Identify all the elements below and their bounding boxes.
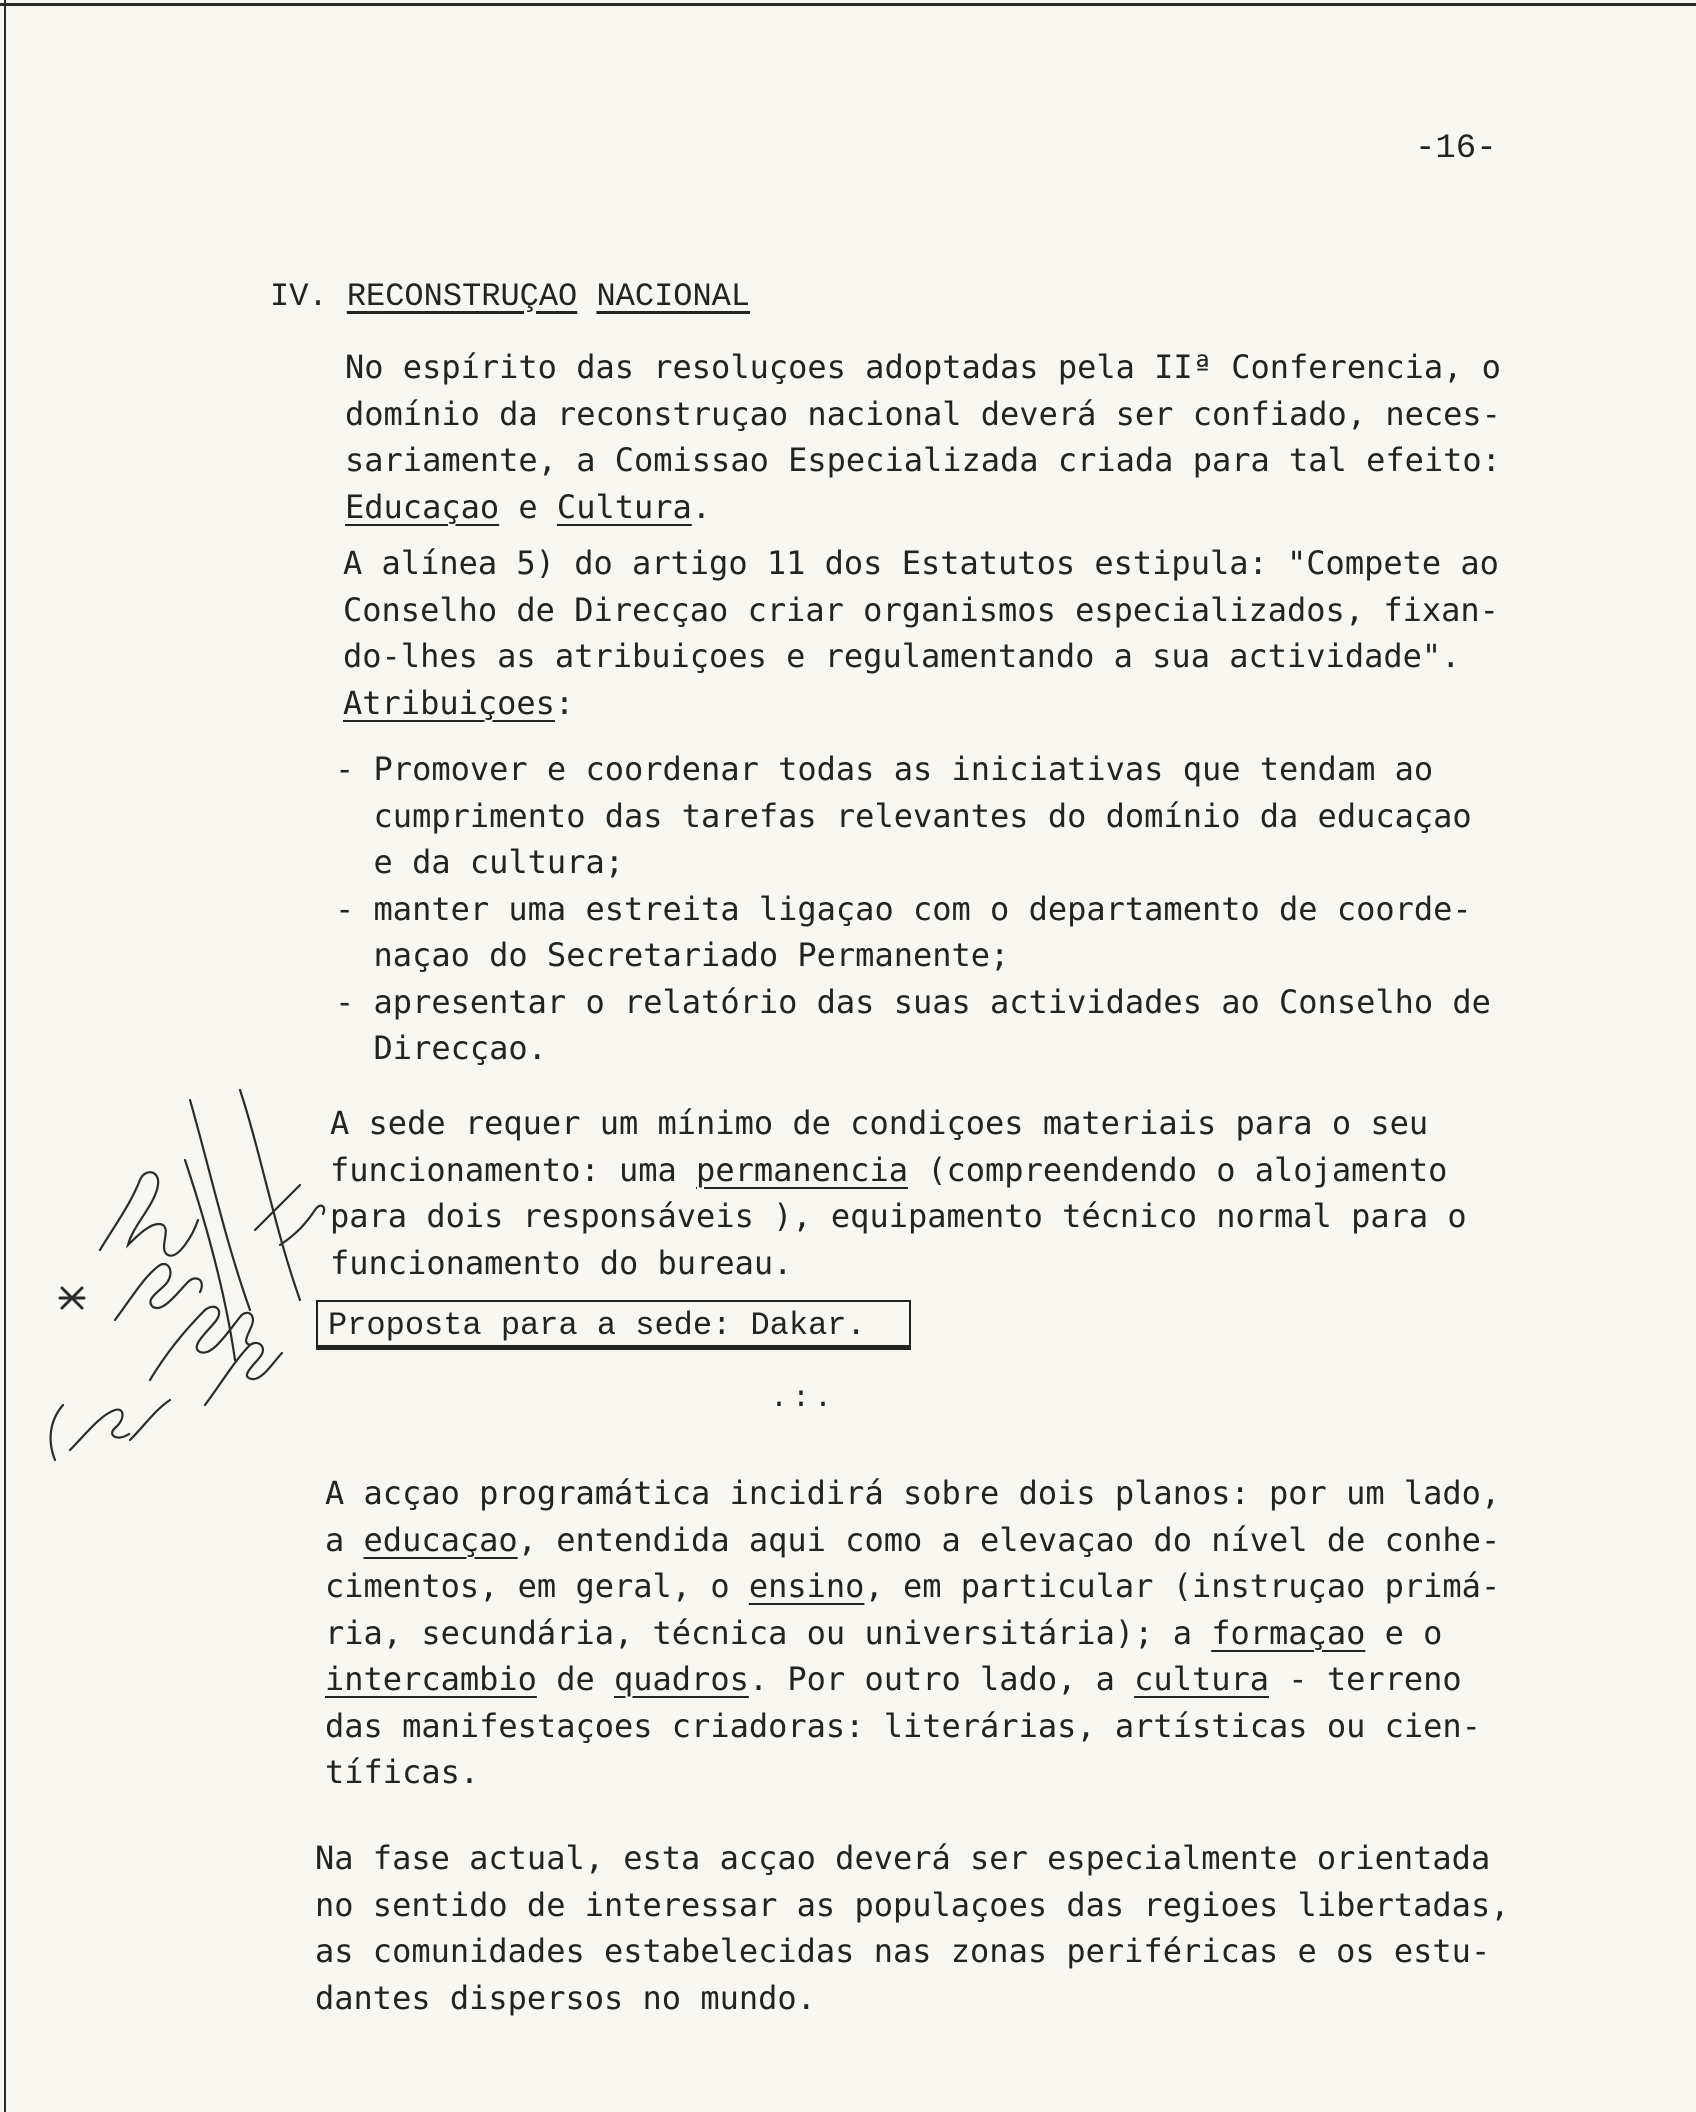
- bullet-3-line-2: Direcçao.: [335, 1029, 547, 1067]
- p2-line-3: do-lhes as atribuiçoes e regulamentando a sua actividade".: [343, 637, 1461, 675]
- section-numeral: IV.: [270, 278, 328, 315]
- p4-line-5-joiner: de: [536, 1660, 614, 1698]
- p4-line-7: tíficas.: [325, 1753, 480, 1791]
- p4-term-intercambio: intercambio: [325, 1660, 537, 1698]
- p4-term-ensino: ensino: [748, 1567, 865, 1605]
- p4-line-3-end: , em particular (instruçao primá-: [864, 1567, 1501, 1605]
- section-title-word-1: RECONSTRUÇAO: [346, 278, 578, 315]
- p3-line-3: para dois responsáveis ), equipamento técnico normal para o: [330, 1197, 1467, 1235]
- bullet-2-line-1: - manter uma estreita ligaçao com o departamento de coorde-: [335, 889, 1472, 928]
- p2-line-2: Conselho de Direcçao criar organismos especializados, fixan-: [343, 590, 1499, 629]
- bullet-1-line-2: cumprimento das tarefas relevantes do domínio da educaçao: [335, 796, 1472, 835]
- p3-term-permanencia: permanencia: [696, 1150, 908, 1189]
- paragraph-4: [325, 1470, 1500, 1796]
- p1-line-4-joiner: e: [499, 487, 557, 526]
- paragraph-1: [345, 344, 1501, 530]
- separator-dots: .:.: [770, 1382, 837, 1416]
- p2-line-1: A alínea 5) do artigo 11 dos Estatutos estipula: "Compete ao: [343, 544, 1499, 582]
- paragraph-5: [315, 1835, 1509, 2021]
- p4-line-4-start: ria, secundária, técnica ou universitária); a: [325, 1613, 1212, 1652]
- p4-term-quadros: quadros: [613, 1660, 749, 1698]
- p4-line-3-start: cimentos, em geral, o: [325, 1567, 749, 1605]
- handwritten-margin-note: [20, 1080, 350, 1480]
- p4-line-5-mid: . Por outro lado, a: [748, 1660, 1135, 1698]
- p1-line-3: sariamente, a Comissao Especializada criada para tal efeito:: [345, 441, 1501, 479]
- bullet-list: [335, 746, 1491, 1072]
- p3-line-4: funcionamento do bureau.: [330, 1243, 793, 1282]
- p1-line-4-end: .: [691, 487, 712, 526]
- page-left-edge: [4, 0, 6, 2112]
- bullet-1-line-3: e da cultura;: [335, 843, 624, 881]
- p5-line-4: dantes dispersos no mundo.: [315, 1978, 816, 2017]
- bullet-3-line-1: - apresentar o relatório das suas actividades ao Conselho de: [335, 982, 1491, 1021]
- p5-line-2: no sentido de interessar as populaçoes das regioes libertadas,: [315, 1885, 1510, 1924]
- p4-line-4-end: e o: [1365, 1613, 1443, 1652]
- p4-line-6: das manifestaçoes criadoras: literárias, artísticas ou cien-: [325, 1706, 1481, 1745]
- proposal-box: Proposta para a sede: Dakar.: [316, 1300, 911, 1350]
- p4-line-1: A acçao programática incidirá sobre dois planos: por um lado,: [325, 1474, 1501, 1512]
- bullet-2-line-2: naçao do Secretariado Permanente;: [335, 936, 1010, 974]
- p4-line-2-start: a: [325, 1520, 364, 1559]
- p4-term-cultura: cultura: [1134, 1660, 1270, 1698]
- p1-term-educacao: Educaçao: [345, 487, 500, 526]
- p1-line-2: domínio da reconstruçao nacional deverá ser confiado, neces-: [345, 394, 1501, 433]
- p3-line-1: A sede requer um mínimo de condiçoes materiais para o seu: [330, 1104, 1429, 1142]
- p5-line-1: Na fase actual, esta acçao deverá ser especialmente orientada: [315, 1839, 1491, 1877]
- p2-line-4-end: :: [554, 683, 575, 722]
- p1-line-1: No espírito das resoluçoes adoptadas pela IIª Conferencia, o: [345, 348, 1501, 386]
- page-top-edge: [0, 3, 1696, 6]
- p3-line-2-start: funcionamento: uma: [330, 1150, 697, 1189]
- section-heading: [270, 278, 750, 315]
- p4-line-2-end: , entendida aqui como a elevaçao do nível de conhe-: [517, 1520, 1501, 1559]
- paragraph-3: [330, 1100, 1467, 1286]
- p3-line-2-end: (compreendendo o alojamento: [907, 1150, 1448, 1189]
- p2-term-atribuicoes: Atribuiçoes: [343, 683, 555, 722]
- p1-term-cultura: Cultura: [556, 487, 692, 526]
- p4-line-5-end: - terreno: [1269, 1660, 1462, 1698]
- section-title-word-2: NACIONAL: [596, 278, 751, 315]
- p4-term-educacao: educaçao: [363, 1520, 518, 1559]
- paragraph-2: [343, 540, 1499, 726]
- p5-line-3: as comunidades estabelecidas nas zonas periféricas e os estu-: [315, 1932, 1491, 1970]
- p4-term-formacao: formaçao: [1211, 1613, 1366, 1652]
- page-number: -16-: [1415, 130, 1497, 168]
- bullet-1-line-1: - Promover e coordenar todas as iniciativas que tendam ao: [335, 750, 1434, 788]
